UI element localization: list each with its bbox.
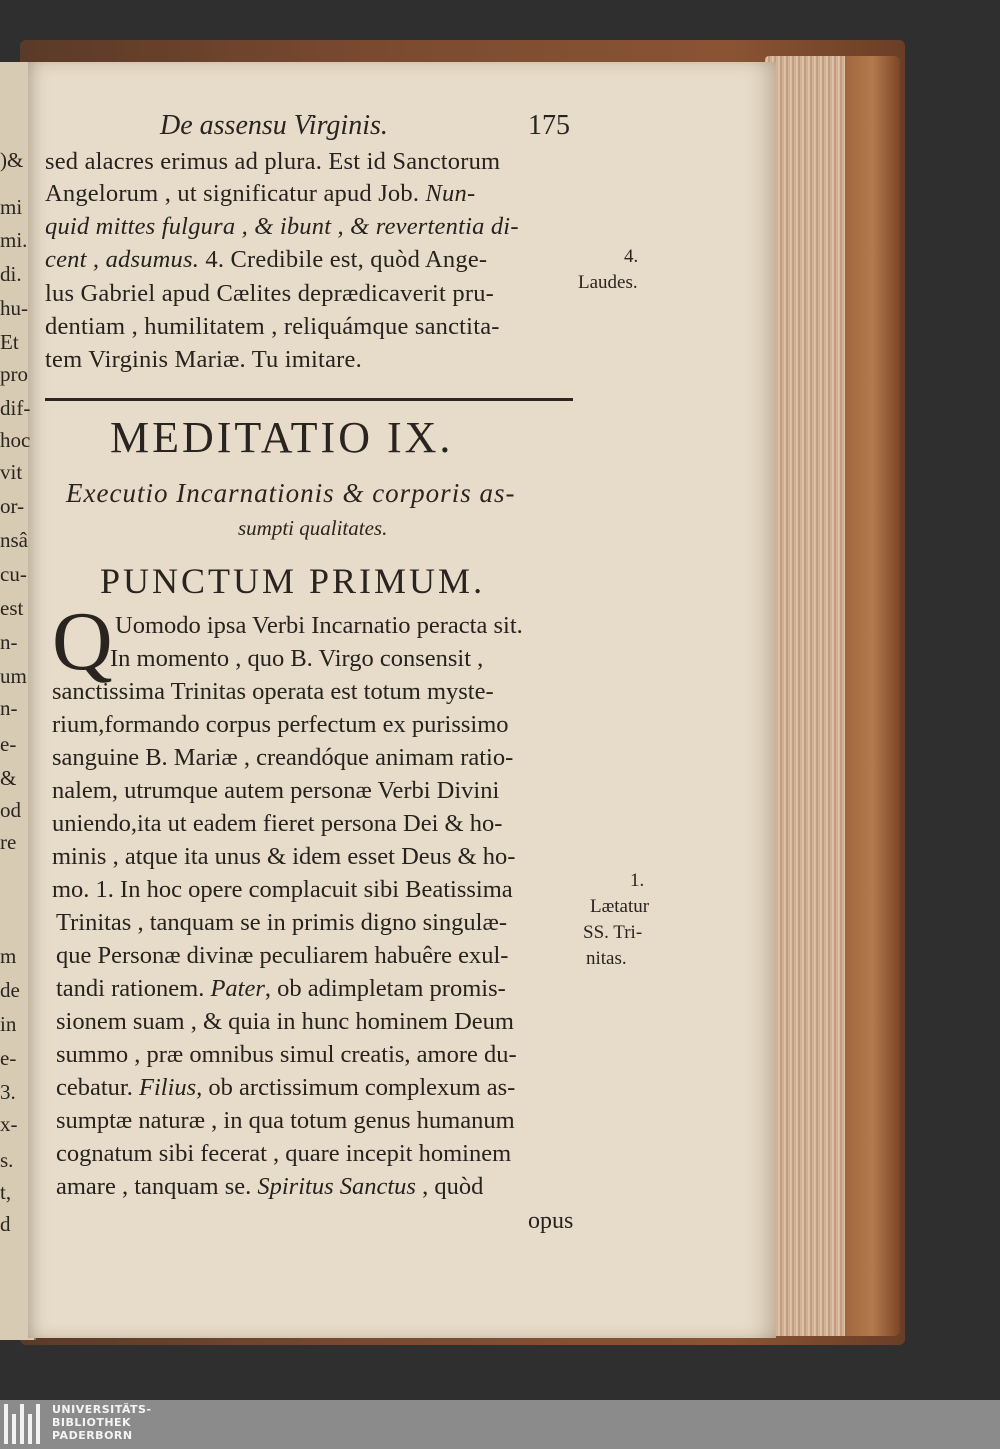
library-line: BIBLIOTHEK (52, 1416, 132, 1429)
text-line: In momento , quo B. Virgo consensit , (110, 645, 484, 672)
punctum-heading: PUNCTUM PRIMUM. (100, 561, 486, 601)
drop-cap: Q (52, 595, 113, 688)
left-page-fragment-text: n- (0, 630, 18, 654)
section-title: MEDITATIO IX. (110, 413, 454, 462)
margin-note: Lætatur (590, 896, 650, 917)
text-line: sed alacres erimus ad plura. Est id Sanctorum (45, 148, 501, 175)
text-line: cent , adsumus. 4. Credibile est, quòd Ange- (45, 246, 488, 273)
text-line: minis , atque ita unus & idem esset Deus & ho- (52, 843, 516, 870)
left-page-fragment-text: e- (0, 1046, 17, 1070)
margin-note-number: 4. (624, 246, 639, 267)
text-line: cognatum sibi fecerat , quare incepit hominem (56, 1140, 512, 1167)
left-page-fragment-text: di. (0, 262, 22, 286)
left-page-fragment-text: )& (0, 148, 24, 172)
margin-note: Laudes. (578, 272, 638, 293)
text-line: uniendo,ita ut eadem fieret persona Dei & ho- (52, 810, 503, 837)
library-logo-icon (4, 1404, 46, 1444)
text-line: nalem, utrumque autem personæ Verbi Divini (52, 777, 500, 804)
text-line: mo. 1. In hoc opere complacuit sibi Beatissima (52, 876, 513, 903)
left-page-fragment-text: s. (0, 1148, 14, 1172)
text-line: tandi rationem. Pater, ob adimpletam promis- (56, 975, 506, 1002)
text-line: dentiam , humilitatem , reliquámque sanctita- (45, 313, 500, 340)
left-page-fragment-text: 3. (0, 1080, 16, 1104)
left-page-fragment-text: or- (0, 494, 25, 518)
left-page-fragment-text: e- (0, 732, 17, 756)
section-subtitle: Executio Incarnationis & corporis as- (66, 478, 516, 508)
text-line: summo , præ omnibus simul creatis, amore du- (56, 1041, 517, 1068)
left-page-fragment-text: d (0, 1212, 11, 1236)
left-page-fragment-text: est (0, 596, 24, 620)
text-line: amare , tanquam se. Spiritus Sanctus , quòd (56, 1173, 484, 1200)
left-page-fragment-text: dif- (0, 396, 31, 420)
left-page-fragment-text: vit (0, 460, 23, 484)
text-line: tem Virginis Mariæ. Tu imitare. (45, 346, 362, 373)
left-page-fragment-text: in (0, 1012, 17, 1036)
text-line: quid mittes fulgura , & ibunt , & revertentia di- (45, 213, 519, 240)
text-line: Angelorum , ut significatur apud Job. Nun- (45, 180, 476, 207)
text-line: cebatur. Filius, ob arctissimum complexum as- (56, 1074, 516, 1101)
left-page-fragment-text: hu- (0, 296, 28, 320)
text-line: Trinitas , tanquam se in primis digno singulæ- (56, 909, 507, 936)
running-head: De assensu Virginis. (160, 110, 388, 141)
book-fore-edge (845, 56, 900, 1336)
left-page-fragment-text: pro (0, 362, 28, 386)
text-line: Uomodo ipsa Verbi Incarnatio peracta sit. (115, 612, 523, 639)
left-page-fragment-text: Et (0, 330, 19, 354)
left-page-fragment-text: & (0, 766, 17, 790)
left-page-fragment-text: nsâ (0, 528, 28, 552)
text-line: sionem suam , & quia in hunc hominem Deum (56, 1008, 514, 1035)
library-line: UNIVERSITÄTS- (52, 1403, 152, 1416)
left-page-fragment-text: hoc (0, 428, 31, 452)
library-footer (0, 1400, 1000, 1449)
left-page-fragment-text: x- (0, 1112, 18, 1136)
catchword: opus (528, 1208, 574, 1234)
left-page-fragment-text: od (0, 798, 21, 822)
text-line: sumptæ naturæ , in qua totum genus humanum (56, 1107, 515, 1134)
left-page-fragment-text: mi. (0, 228, 28, 252)
page-number: 175 (528, 110, 570, 141)
text-line: sanctissima Trinitas operata est totum myste- (52, 678, 494, 705)
text-line: lus Gabriel apud Cælites deprædicaverit pru- (45, 280, 495, 307)
left-page-fragment-text: re (0, 830, 17, 854)
library-name (52, 1403, 152, 1442)
left-page-fragment-text: um (0, 664, 27, 688)
text-line: que Personæ divinæ peculiarem habuêre exul- (56, 942, 509, 969)
left-page-fragment-text: t, (0, 1180, 12, 1204)
margin-note: SS. Tri- (583, 922, 643, 943)
text-line: sanguine B. Mariæ , creandóque animam ratio- (52, 744, 514, 771)
left-page-fragment-text: n- (0, 696, 18, 720)
left-page-fragment-text: cu- (0, 562, 27, 586)
section-subtitle: sumpti qualitates. (238, 516, 388, 540)
margin-note-number: 1. (630, 870, 645, 891)
left-page-fragment-text: de (0, 978, 20, 1002)
page-header (160, 110, 580, 150)
left-page-fragment-text: m (0, 944, 17, 968)
library-line: PADERBORN (52, 1429, 133, 1442)
left-page-fragment-text: mi (0, 195, 23, 219)
divider-rule (45, 398, 573, 401)
margin-note: nitas. (586, 948, 627, 969)
text-line: rium,formando corpus perfectum ex purissimo (52, 711, 509, 738)
